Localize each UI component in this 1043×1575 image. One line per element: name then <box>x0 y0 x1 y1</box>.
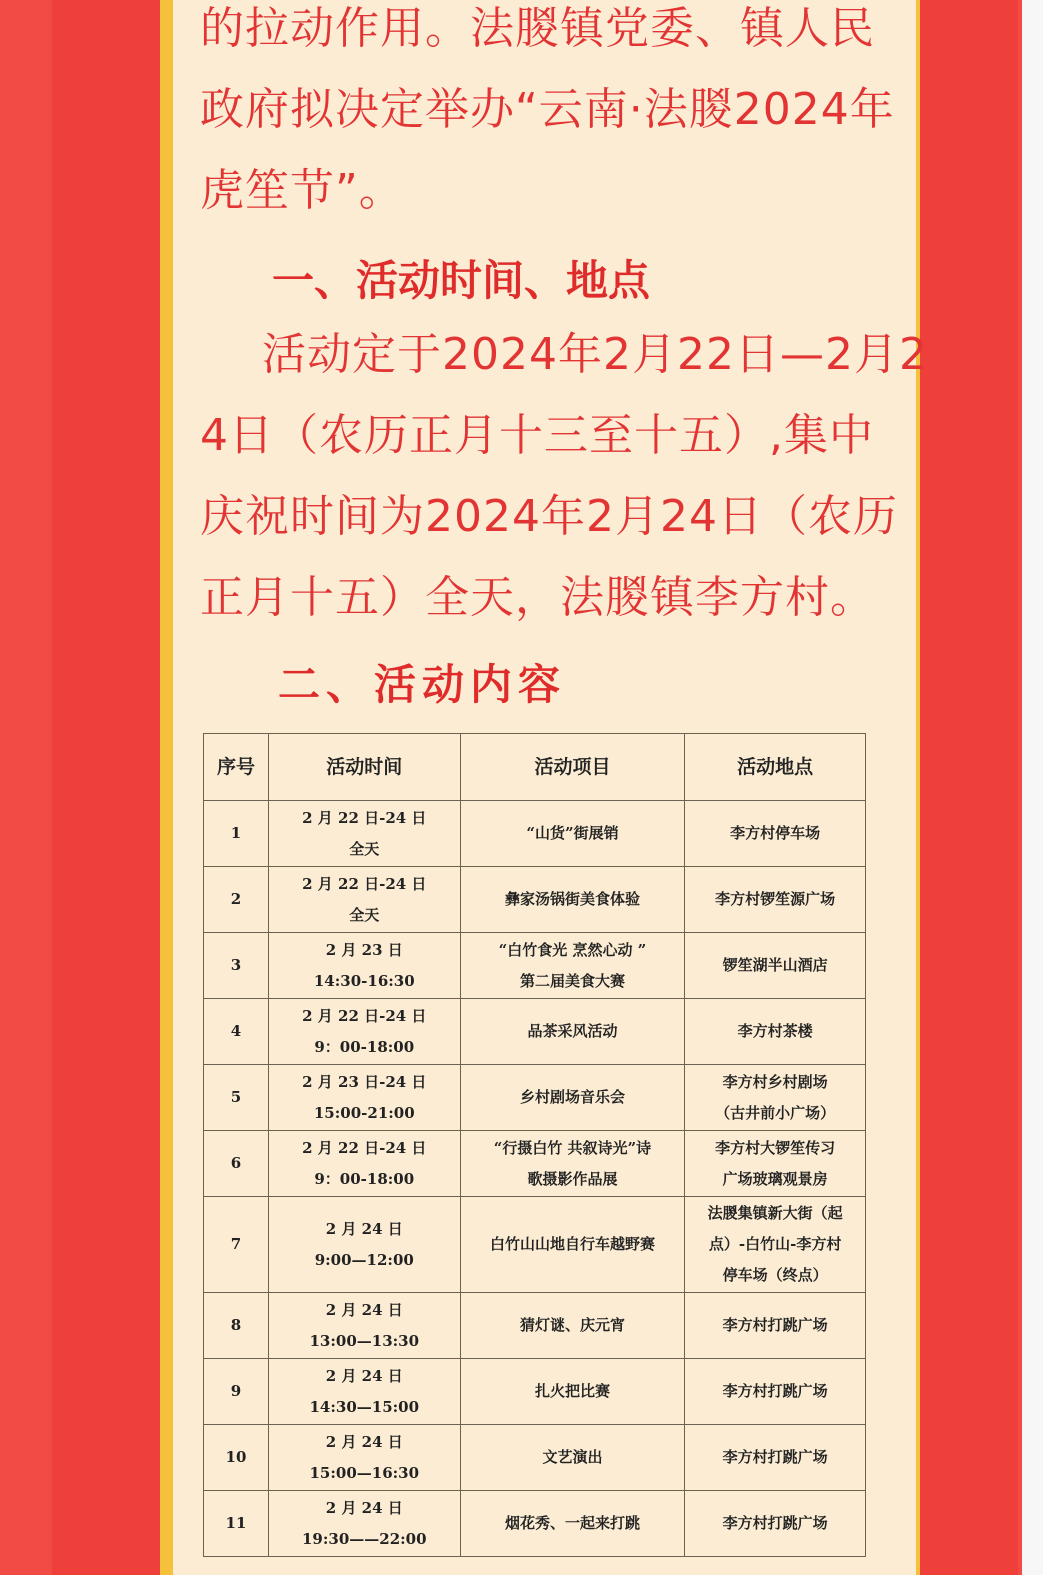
cell-item-line: 扎火把比赛 <box>534 1382 610 1400</box>
cell-time <box>268 1425 460 1491</box>
cell-item-line: 猜灯谜、庆元宵 <box>519 1316 625 1334</box>
header-item: 活动项目 <box>460 734 685 801</box>
cell-time-line: 15:00-21:00 <box>313 1103 415 1122</box>
cell-place-line: 点）-白竹山-李方村 <box>708 1235 842 1253</box>
cell-time-line: 2 月 23 日-24 日 <box>302 1072 427 1091</box>
cell-no <box>204 1425 269 1491</box>
cell-no-line: 5 <box>230 1088 242 1106</box>
cell-item <box>460 801 685 867</box>
cell-no-line: 10 <box>225 1448 247 1466</box>
cell-item <box>460 933 685 999</box>
table-row <box>204 1293 866 1359</box>
cell-time <box>268 1359 460 1425</box>
cell-place <box>685 1293 866 1359</box>
cell-time-line: 14:30-16:30 <box>313 971 415 990</box>
table-row <box>204 1131 866 1197</box>
cell-place <box>685 801 866 867</box>
cell-place-line: 法朡集镇新大街（起 <box>707 1204 843 1222</box>
cell-item-line: “山货”街展销 <box>526 824 619 842</box>
cell-item-line: 歌摄影作品展 <box>527 1169 618 1188</box>
cell-item-line: 第二届美食大赛 <box>519 971 625 990</box>
cell-no-line: 8 <box>230 1316 242 1334</box>
section1-line-2: 4日（农历正月十三至十五）,集中 <box>200 410 874 461</box>
table-row <box>204 801 866 867</box>
cell-place-line: 李方村大锣笙传习 <box>715 1138 836 1157</box>
section1-line-4: 正月十五）全天，法朡镇李方村。 <box>200 572 875 623</box>
cell-time-line: 2 月 24 日 <box>325 1498 403 1517</box>
cell-place-line: 李方村乡村剧场 <box>722 1072 828 1091</box>
cell-time-line: 2 月 24 日 <box>325 1432 403 1451</box>
cell-time-line: 14:30—15:00 <box>309 1397 420 1416</box>
cell-time-line: 9:00—12:00 <box>314 1250 414 1269</box>
intro-line-3: 虎笙节”。 <box>200 165 404 216</box>
cell-no <box>204 1491 269 1557</box>
schedule-body <box>204 801 866 1557</box>
cell-time-line: 2 月 24 日 <box>325 1300 403 1319</box>
cell-no <box>204 1359 269 1425</box>
cell-item <box>460 1491 685 1557</box>
cell-place <box>685 1359 866 1425</box>
cell-no-line: 3 <box>230 956 242 974</box>
cell-no-line: 11 <box>225 1514 247 1532</box>
right-edge <box>1022 0 1043 1575</box>
table-row <box>204 933 866 999</box>
cell-time-line: 2 月 22 日-24 日 <box>302 1138 427 1157</box>
cell-time-line: 全天 <box>349 905 380 924</box>
cell-place-line: （古井前小广场） <box>715 1103 836 1122</box>
cell-place <box>685 1065 866 1131</box>
cell-time <box>268 867 460 933</box>
section1-heading: 一、活动时间、地点 <box>272 256 651 305</box>
header-no: 序号 <box>204 734 269 801</box>
cell-place <box>685 1197 866 1293</box>
cell-time-line: 13:00—13:30 <box>309 1331 420 1350</box>
cell-item <box>460 1197 685 1293</box>
header-time: 活动时间 <box>268 734 460 801</box>
cell-time <box>268 999 460 1065</box>
cell-place <box>685 999 866 1065</box>
cell-place-line: 李方村停车场 <box>730 824 821 842</box>
cell-time-line: 2 月 23 日 <box>325 940 403 959</box>
header-place: 活动地点 <box>685 734 866 801</box>
section1-line-1: 活动定于2024年2月22日—2月2 <box>262 329 928 380</box>
schedule-table <box>203 733 866 1557</box>
cell-no <box>204 1197 269 1293</box>
cell-time-line: 2 月 22 日-24 日 <box>302 808 427 827</box>
cell-time-line: 9：00-18:00 <box>314 1169 415 1188</box>
cell-no-line: 7 <box>230 1235 242 1253</box>
cell-item <box>460 1359 685 1425</box>
cell-time <box>268 801 460 867</box>
cell-item <box>460 1425 685 1491</box>
cell-no <box>204 1131 269 1197</box>
cell-place <box>685 933 866 999</box>
section1-line-3: 庆祝时间为2024年2月24日（农历 <box>200 491 898 542</box>
cell-item-line: 乡村剧场音乐会 <box>519 1088 625 1106</box>
cell-item <box>460 867 685 933</box>
cell-place-line: 锣笙湖半山酒店 <box>722 956 828 974</box>
table-header-row <box>204 734 866 801</box>
cell-time-line: 19:30——22:00 <box>301 1529 427 1548</box>
cell-place-line: 停车场（终点） <box>722 1266 828 1284</box>
cell-no <box>204 933 269 999</box>
cell-item-line: 烟花秀、一起来打跳 <box>504 1514 640 1532</box>
intro-line-2: 政府拟决定举办“云南·法朡2024年 <box>200 84 895 135</box>
cell-no <box>204 1293 269 1359</box>
cell-item-line: 文艺演出 <box>542 1448 603 1466</box>
cell-place <box>685 1131 866 1197</box>
cell-item-line: 彝家汤锅街美食体验 <box>504 890 640 908</box>
cell-item <box>460 1131 685 1197</box>
table-row <box>204 1359 866 1425</box>
table-row <box>204 867 866 933</box>
cell-place-line: 李方村锣笙源广场 <box>715 890 836 908</box>
cell-no-line: 9 <box>230 1382 242 1400</box>
cell-time <box>268 1293 460 1359</box>
cell-time-line: 2 月 22 日-24 日 <box>302 874 427 893</box>
cell-no-line: 6 <box>230 1154 242 1172</box>
cell-time-line: 15:00—16:30 <box>309 1463 420 1482</box>
cell-place-line: 李方村打跳广场 <box>722 1382 828 1400</box>
cell-place-line: 广场玻璃观景房 <box>722 1169 828 1188</box>
cell-place <box>685 867 866 933</box>
intro-line-1: 的拉动作用。法朡镇党委、镇人民 <box>200 3 875 54</box>
table-row <box>204 1425 866 1491</box>
cell-place-line: 李方村打跳广场 <box>722 1448 828 1466</box>
cell-place <box>685 1425 866 1491</box>
table-row <box>204 1065 866 1131</box>
cell-time-line: 全天 <box>349 839 380 858</box>
cell-time <box>268 933 460 999</box>
cell-no-line: 2 <box>230 890 242 908</box>
cell-no <box>204 1065 269 1131</box>
cell-no <box>204 999 269 1065</box>
cell-item-line: 白竹山山地自行车越野赛 <box>489 1235 655 1253</box>
section2-heading: 二、活动内容 <box>278 660 567 709</box>
cell-item-line: 品茶采风活动 <box>527 1022 618 1040</box>
cell-item <box>460 1065 685 1131</box>
cell-item-line: “白竹食光 烹然心动 ” <box>498 940 647 959</box>
cell-time <box>268 1197 460 1293</box>
table-row <box>204 1197 866 1293</box>
cell-no-line: 4 <box>230 1022 242 1040</box>
cell-place-line: 李方村打跳广场 <box>722 1514 828 1532</box>
cell-item <box>460 1293 685 1359</box>
cell-time-line: 2 月 24 日 <box>325 1219 403 1238</box>
cell-time-line: 9：00-18:00 <box>314 1037 415 1056</box>
cell-time <box>268 1065 460 1131</box>
cell-place-line: 李方村打跳广场 <box>722 1316 828 1334</box>
cell-no <box>204 801 269 867</box>
cell-time-line: 2 月 22 日-24 日 <box>302 1006 427 1025</box>
cell-time <box>268 1131 460 1197</box>
cell-no-line: 1 <box>230 824 242 842</box>
table-row <box>204 999 866 1065</box>
cell-no <box>204 867 269 933</box>
cell-time-line: 2 月 24 日 <box>325 1366 403 1385</box>
cell-place <box>685 1491 866 1557</box>
cell-time <box>268 1491 460 1557</box>
cell-item <box>460 999 685 1065</box>
cell-place-line: 李方村茶楼 <box>737 1022 813 1040</box>
table-row <box>204 1491 866 1557</box>
cell-item-line: “行摄白竹 共叙诗光”诗 <box>493 1138 652 1157</box>
